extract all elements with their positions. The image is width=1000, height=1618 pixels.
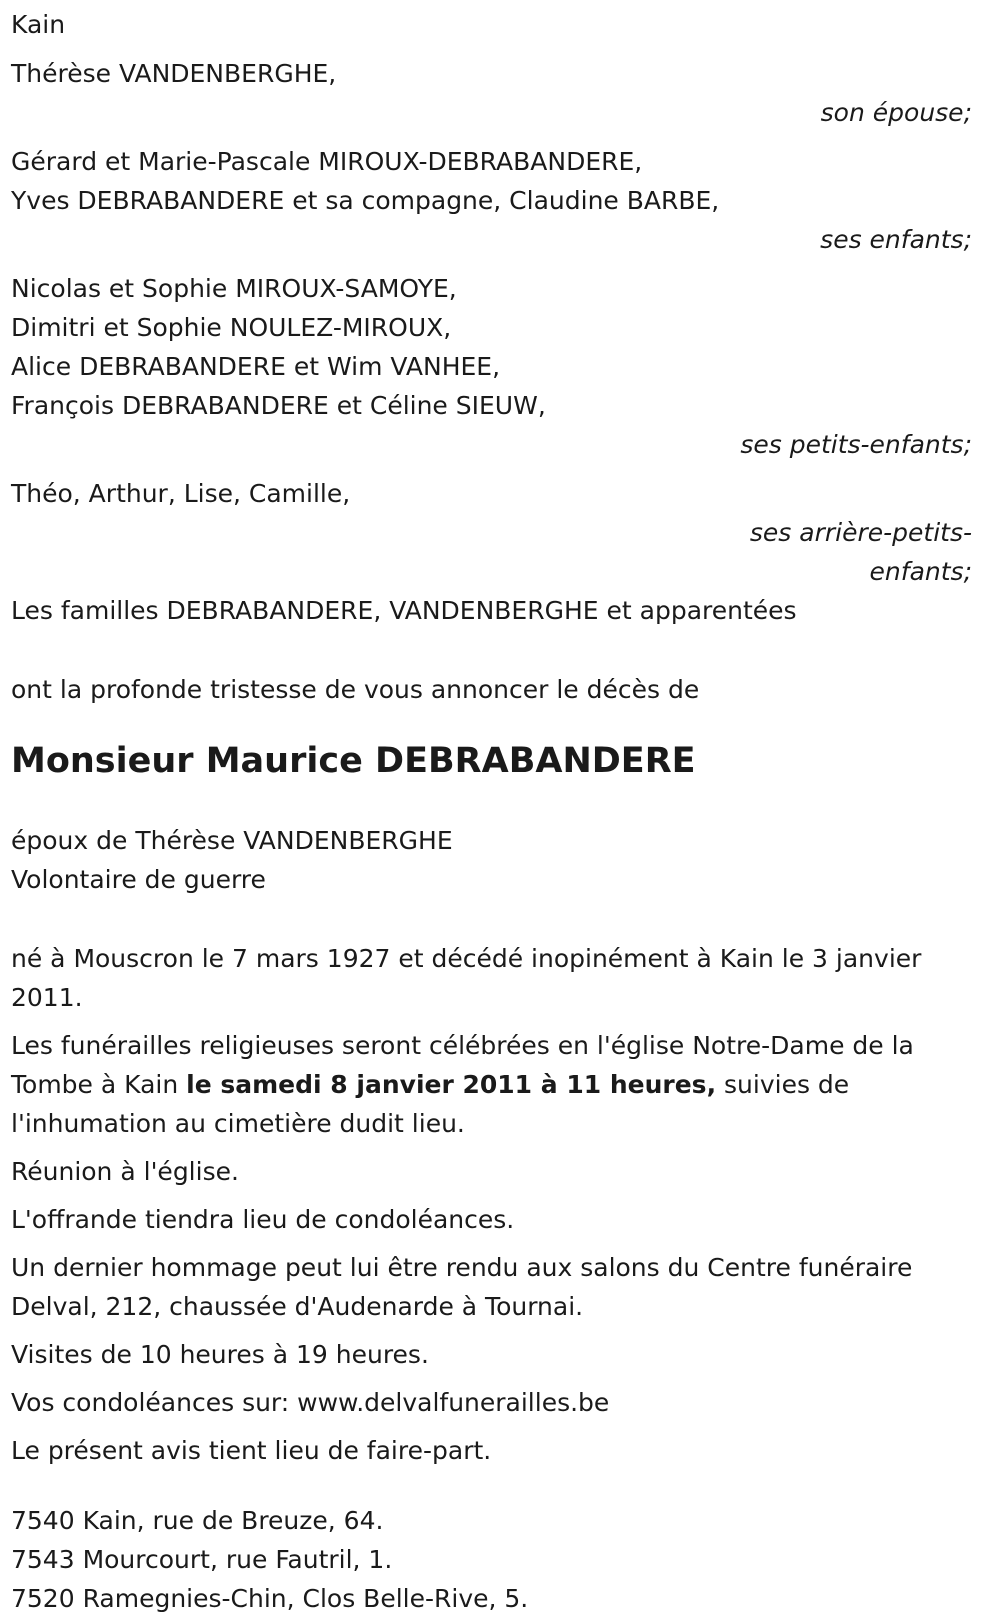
funeral-text-after: suivies de l'inhumation au cimetière dudit lieu. [11, 1070, 850, 1138]
birth-death-paragraph: né à Mouscron le 7 mars 1927 et décédé inopinément à Kain le 3 janvier 2011. [11, 944, 922, 1012]
address-line: 7540 Kain, rue de Breuze, 64. [11, 1506, 384, 1535]
grandchild-name: Dimitri et Sophie NOULEZ-MIROUX, [11, 313, 452, 342]
grandchild-name: Nicolas et Sophie MIROUX-SAMOYE, [11, 274, 457, 303]
tribute-paragraph: Un dernier hommage peut lui être rendu aux salons du Centre funéraire Delval, 212, chaussée d'Audenarde à Tournai. [11, 1253, 913, 1321]
child-name: Gérard et Marie-Pascale MIROUX-DEBRABANDERE, [11, 147, 643, 176]
offering-paragraph: L'offrande tiendra lieu de condoléances. [11, 1205, 515, 1234]
location: Kain [11, 10, 66, 39]
deceased-title: Volontaire de guerre [11, 865, 266, 894]
grandchildren-role: ses petits-enfants; [740, 430, 972, 459]
spouse-role: son épouse; [820, 98, 972, 127]
meeting-paragraph: Réunion à l'église. [11, 1157, 239, 1186]
children-role: ses enfants; [820, 225, 972, 254]
child-name: Yves DEBRABANDERE et sa compagne, Claudine BARBE, [11, 186, 720, 215]
grandchild-name: Alice DEBRABANDERE et Wim VANHEE, [11, 352, 501, 381]
deceased-name: Monsieur Maurice DEBRABANDERE [11, 741, 696, 781]
deceased-spouse-of: époux de Thérèse VANDENBERGHE [11, 826, 453, 855]
notice-paragraph: Le présent avis tient lieu de faire-part. [11, 1436, 492, 1465]
funeral-paragraph [11, 1026, 972, 1143]
great-grandchildren-role: ses arrière-petits-enfants; [749, 518, 972, 586]
funeral-date-time: le samedi 8 janvier 2011 à 11 heures, [186, 1070, 717, 1099]
announcement-line: ont la profonde tristesse de vous annoncer le décès de [11, 675, 700, 704]
condolences-paragraph: Vos condoléances sur: www.delvalfunerailles.be [11, 1388, 610, 1417]
families-line: Les familles DEBRABANDERE, VANDENBERGHE et apparentées [11, 596, 797, 625]
spouse-name: Thérèse VANDENBERGHE, [11, 59, 337, 88]
visits-paragraph: Visites de 10 heures à 19 heures. [11, 1340, 429, 1369]
grandchild-name: François DEBRABANDERE et Céline SIEUW, [11, 391, 546, 420]
address-line: 7543 Mourcourt, rue Fautril, 1. [11, 1545, 393, 1574]
great-grandchildren-names: Théo, Arthur, Lise, Camille, [11, 479, 351, 508]
funeral-text-before: Les funérailles religieuses seront célébrées en l'église Notre-Dame de la Tombe à Kain [11, 1031, 914, 1099]
address-line: 7520 Ramegnies-Chin, Clos Belle-Rive, 5. [11, 1584, 529, 1613]
